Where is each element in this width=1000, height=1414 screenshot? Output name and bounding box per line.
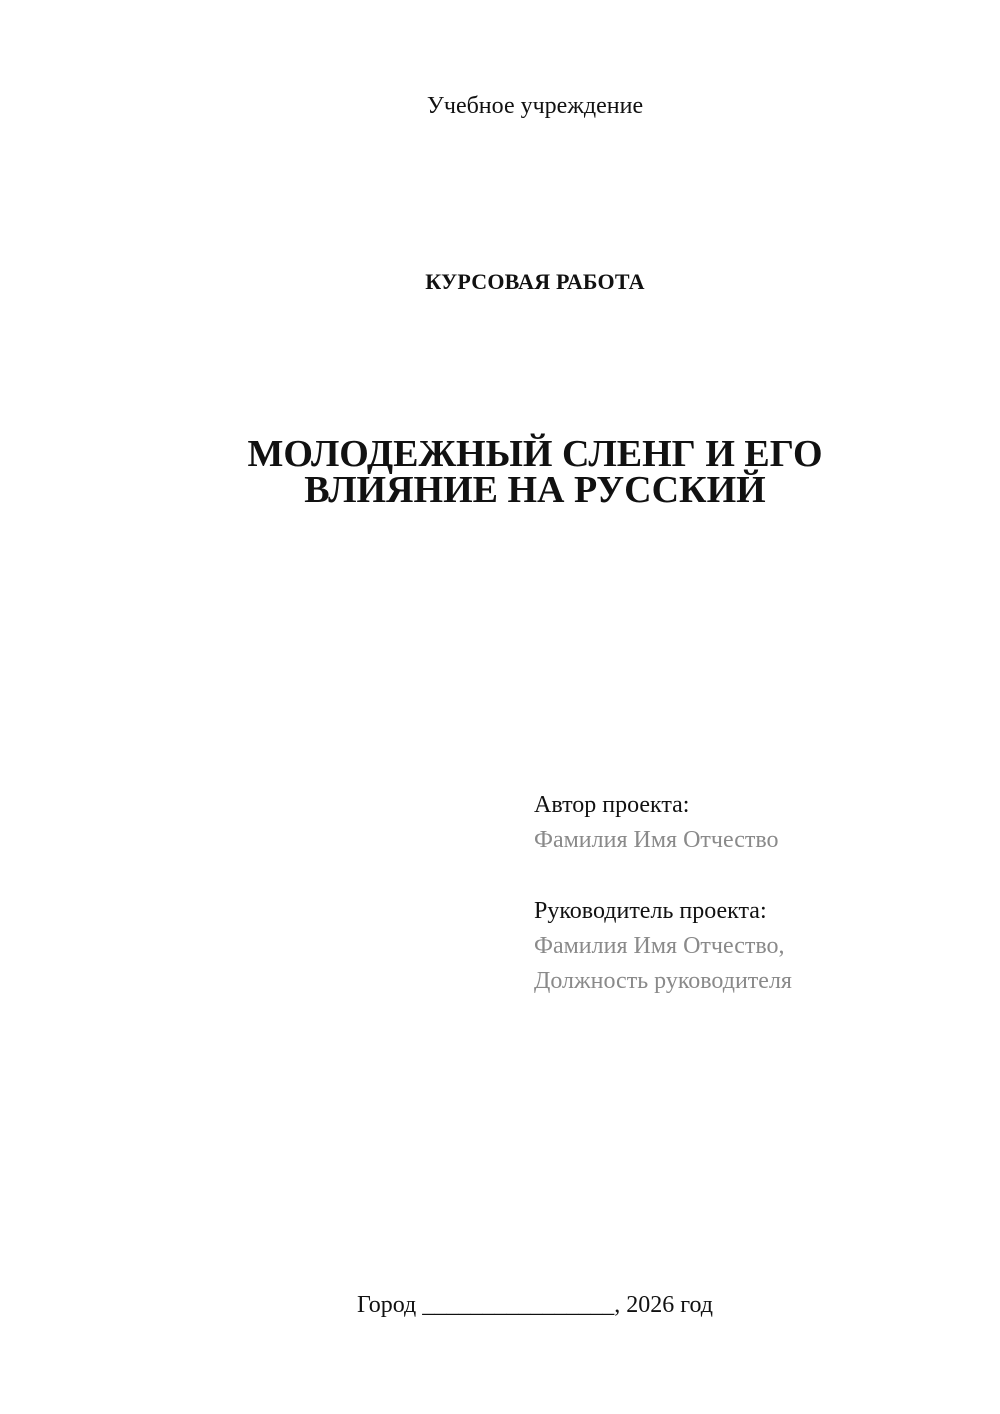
- city-year-line: Город ________________, 2026 год: [356, 1292, 714, 1318]
- document-title-line-1: МОЛОДЕЖНЫЙ СЛЕНГ И ЕГО: [247, 433, 823, 475]
- supervisor-name-placeholder: Фамилия Имя Отчество,: [534, 933, 785, 959]
- document-title-line-2: ВЛИЯНИЕ НА РУССКИЙ: [304, 469, 766, 511]
- supervisor-label: Руководитель проекта:: [534, 898, 767, 924]
- author-label: Автор проекта:: [534, 792, 690, 818]
- supervisor-position-placeholder: Должность руководителя: [534, 968, 792, 994]
- credits-spacer: [534, 858, 974, 894]
- work-type-heading: КУРСОВАЯ РАБОТА: [425, 269, 645, 294]
- institution-name: Учебное учреждение: [426, 93, 644, 119]
- credits-block: [534, 788, 974, 999]
- document-title: [35, 433, 1000, 511]
- author-name-placeholder: Фамилия Имя Отчество: [534, 827, 779, 853]
